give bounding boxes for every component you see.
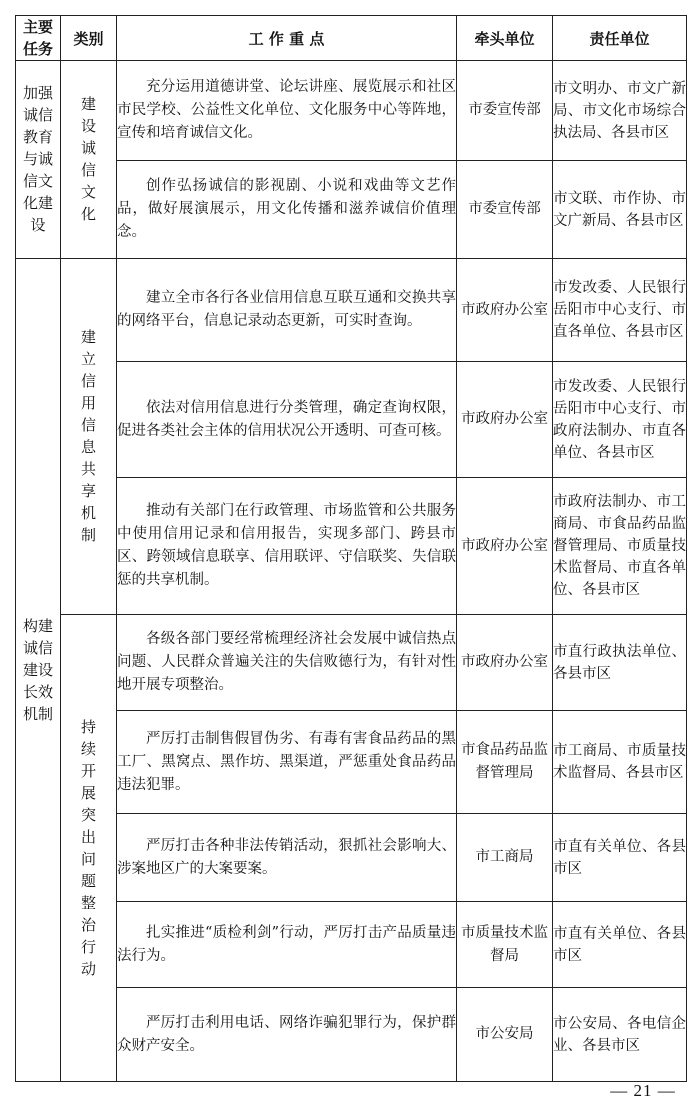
focus-cell: 创作弘扬诚信的影视剧、小说和戏曲等文艺作品，做好展演展示，用文化传播和滋养诚信价值理念。 bbox=[117, 161, 457, 259]
focus-cell: 严厉打击各种非法传销活动，狠抓社会影响大、涉案地区广的大案要案。 bbox=[117, 814, 457, 902]
responsible-unit-cell: 市文明办、市文广新局、市文化市场综合执法局、各县市区 bbox=[553, 61, 687, 161]
header-row bbox=[16, 16, 687, 61]
responsible-unit-cell: 市发改委、人民银行岳阳市中心支行、市政府法制办、市直各单位、各县市区 bbox=[553, 362, 687, 478]
responsible-unit-cell: 市政府法制办、市工商局、市食品药品监督管理局、市质量技术监督局、市直各单位、各县市区 bbox=[553, 478, 687, 615]
responsible-unit-cell: 市文联、市作协、市文广新局、各县市区 bbox=[553, 161, 687, 259]
responsible-unit-cell: 市直行政执法单位、各县市区 bbox=[553, 615, 687, 711]
table-row bbox=[16, 615, 687, 711]
lead-unit-cell: 市政府办公室 bbox=[457, 615, 553, 711]
responsible-unit-cell: 市发改委、人民银行岳阳市中心支行、市直各单位、各县市区 bbox=[553, 259, 687, 362]
focus-cell: 依法对信用信息进行分类管理，确定查询权限，促进各类社会主体的信用状况公开透明、可查可核。 bbox=[117, 362, 457, 478]
table-row bbox=[16, 161, 687, 259]
responsible-unit-cell: 市工商局、市质量技术监督局、各县市区 bbox=[553, 711, 687, 814]
header-lead: 牵头单位 bbox=[457, 16, 553, 61]
lead-unit-cell: 市工商局 bbox=[457, 814, 553, 902]
table-row bbox=[16, 711, 687, 814]
table-row bbox=[16, 814, 687, 902]
header-task: 主要任务 bbox=[16, 16, 61, 61]
focus-cell: 扎实推进“质检利剑”行动，严厉打击产品质量违法行为。 bbox=[117, 902, 457, 988]
focus-cell: 严厉打击制售假冒伪劣、有毒有害食品药品的黑工厂、黑窝点、黑作坊、黑渠道，严惩重处食品药品违法犯罪。 bbox=[117, 711, 457, 814]
category-cell: 建设诚信文化 bbox=[61, 61, 117, 259]
header-responsible: 责任单位 bbox=[553, 16, 687, 61]
category-cell: 持续开展突出问题整治行动 bbox=[61, 615, 117, 1082]
header-focus: 工 作 重 点 bbox=[117, 16, 457, 61]
table-row bbox=[16, 902, 687, 988]
category-cell: 建立信用信息共享机制 bbox=[61, 259, 117, 615]
table-row bbox=[16, 988, 687, 1082]
focus-cell: 各级各部门要经常梳理经济社会发展中诚信热点问题、人民群众普遍关注的失信败德行为，有针对性地开展专项整治。 bbox=[117, 615, 457, 711]
lead-unit-cell: 市质量技术监督局 bbox=[457, 902, 553, 988]
table-row bbox=[16, 61, 687, 161]
lead-unit-cell: 市委宣传部 bbox=[457, 61, 553, 161]
lead-unit-cell: 市政府办公室 bbox=[457, 478, 553, 615]
task-cell: 加强诚信教育与诚信文化建设 bbox=[16, 61, 61, 259]
focus-cell: 推动有关部门在行政管理、市场监管和公共服务中使用信用记录和信用报告，实现多部门、跨县市区、跨领域信息联享、信用联评、守信联奖、失信联惩的共享机制。 bbox=[117, 478, 457, 615]
work-plan-table bbox=[15, 15, 687, 1082]
table-row bbox=[16, 362, 687, 478]
focus-cell: 建立全市各行各业信用信息互联互通和交换共享的网络平台，信息记录动态更新，可实时查询。 bbox=[117, 259, 457, 362]
table-row bbox=[16, 259, 687, 362]
lead-unit-cell: 市公安局 bbox=[457, 988, 553, 1082]
lead-unit-cell: 市委宣传部 bbox=[457, 161, 553, 259]
responsible-unit-cell: 市直有关单位、各县市区 bbox=[553, 902, 687, 988]
lead-unit-cell: 市政府办公室 bbox=[457, 259, 553, 362]
header-category: 类别 bbox=[61, 16, 117, 61]
page-number: — 21 — bbox=[610, 1081, 676, 1100]
focus-cell: 充分运用道德讲堂、论坛讲座、展览展示和社区市民学校、公益性文化单位、文化服务中心等阵地，宣传和培育诚信文化。 bbox=[117, 61, 457, 161]
task-cell: 构建诚信建设长效机制 bbox=[16, 259, 61, 1082]
lead-unit-cell: 市政府办公室 bbox=[457, 362, 553, 478]
responsible-unit-cell: 市公安局、各电信企业、各县市区 bbox=[553, 988, 687, 1082]
lead-unit-cell: 市食品药品监督管理局 bbox=[457, 711, 553, 814]
focus-cell: 严厉打击利用电话、网络诈骗犯罪行为，保护群众财产安全。 bbox=[117, 988, 457, 1082]
table-row bbox=[16, 478, 687, 615]
responsible-unit-cell: 市直有关单位、各县市区 bbox=[553, 814, 687, 902]
